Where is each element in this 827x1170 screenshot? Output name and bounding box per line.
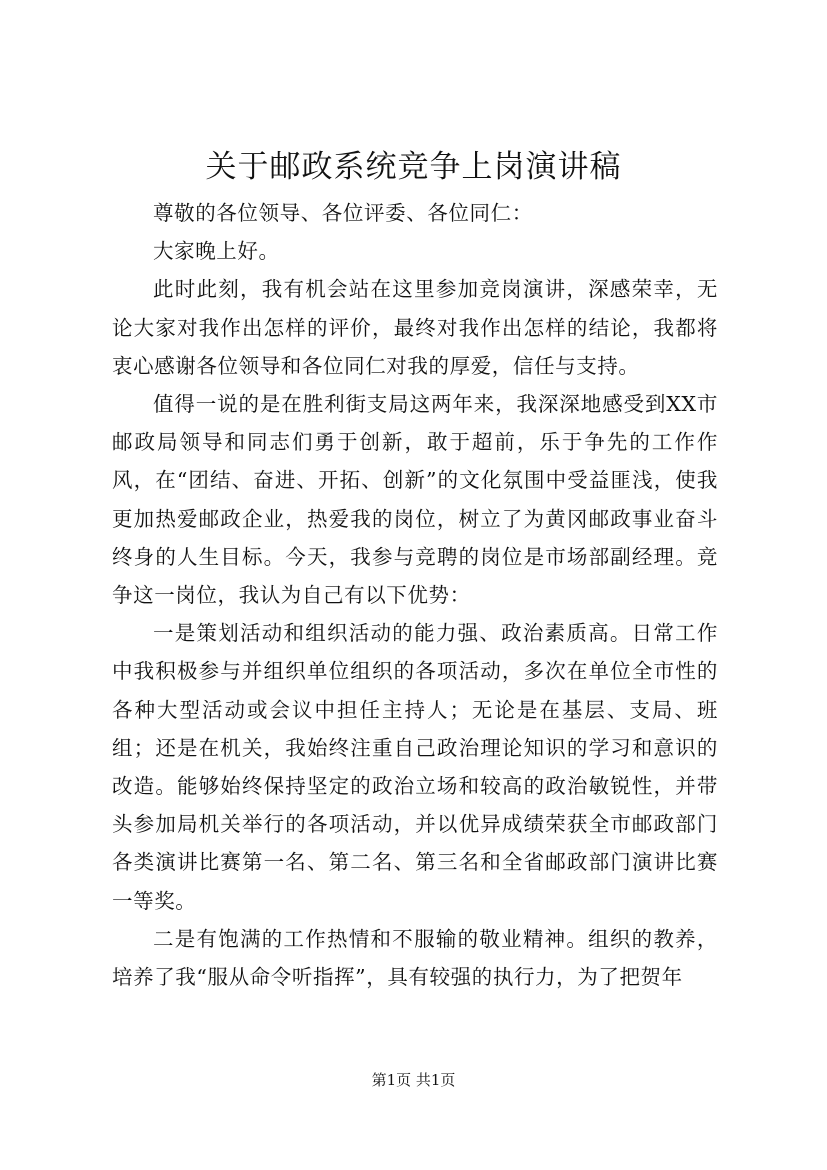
paragraph-advantage-one: 一是策划活动和组织活动的能力强、政治素质高。日常工作中我积极参与并组织单位组织的各项活动，多次在单位全市性的各种大型活动或会议中担任主持人；无论是在基层、支局、班组；还是在机关，我始终注重自己政治理论知识的学习和意识的改造。能够始终保持坚定的政治立场和较高的政治敏锐性，并带头参加局机关举行的各项活动，并以优异成绩荣获全市邮政部门各类演讲比赛第一名、第二名、第三名和全省邮政部门演讲比赛一等奖。 [112, 621, 718, 913]
paragraph-greeting: 大家晚上好。 [153, 239, 280, 264]
paragraph-salutation: 尊敬的各位领导、各位评委、各位同仁： [153, 201, 533, 225]
paragraph-advantage-two: 二是有饱满的工作热情和不服输的敬业精神。组织的教养，培养了我“服从命令听指挥”，具有较强的执行力，为了把贺年 [112, 926, 718, 990]
paragraph-experience: 值得一说的是在胜利街支局这两年来，我深深地感受到XX市邮政局领导和同志们勇于创新，敢于超前，乐于争先的工作作风，在“团结、奋进、开拓、创新”的文化氛围中受益匪浅，使我更加热爱邮政企业，热爱我的岗位，树立了为黄冈邮政事业奋斗终身的人生目标。今天，我参与竞聘的岗位是市场部副经理。竞争这一岗位，我认为自己有以下优势： [112, 392, 718, 608]
paragraph-intro: 此时此刻，我有机会站在这里参加竞岗演讲，深感荣幸，无论大家对我作出怎样的评价，最终对我作出怎样的结论，我都将衷心感谢各位领导和各位同仁对我的厚爱，信任与支持。 [112, 277, 718, 378]
document-title: 关于邮政系统竞争上岗演讲稿 [205, 149, 622, 185]
document-body [112, 194, 718, 996]
page-footer: 第1页 共1页 [371, 1071, 456, 1089]
